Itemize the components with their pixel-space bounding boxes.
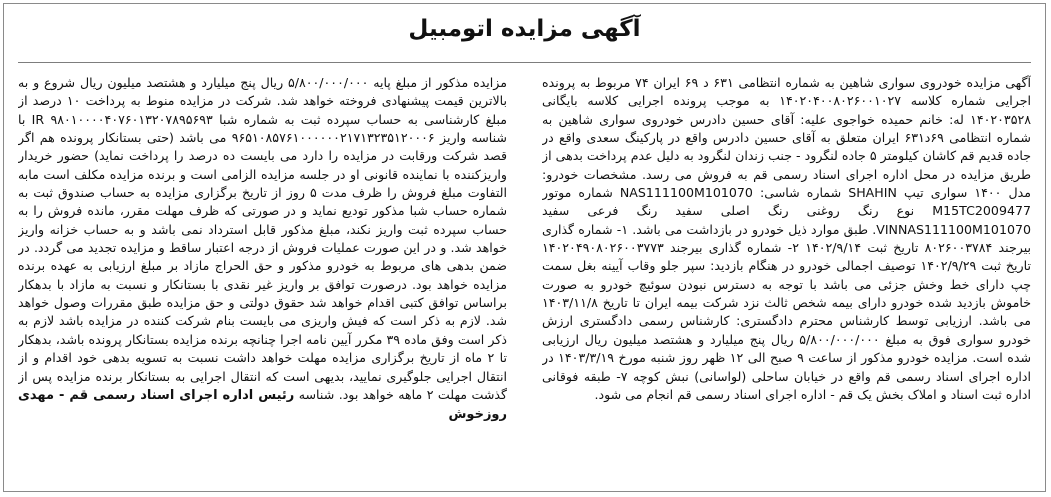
title-divider [18,62,1031,63]
right-column [542,74,1031,486]
notice-title: آگهی مزایده اتومبیل [408,16,641,42]
left-column [18,74,507,486]
notice-frame [3,3,1046,492]
signature: رئیس اداره اجرای اسناد رسمی قم - مهدی روزخوش [18,387,507,423]
left-column-text [18,74,507,425]
left-column-body: مزایده مذکور از مبلغ پایه ۵/۸۰۰/۰۰۰/۰۰۰ ریال پنج میلیارد و هشتصد میلیون ریال شروع و به بالاترین قیمت پیشنهادی فروخته خواهد شد. شرکت در مزایده منوط به پرداخت ۱۰ درصد از مبلغ کارشناسی به حساب سپرده ثبت به شماره شبا ۹۸۰۱۰۰۰۰۴۰۷۶۰۱۳۲۰۷۸۹۵۶۹۳ IR با شناسه واریز ۹۶۵۱۰۸۵۷۶۱۰۰۰۰۰۰۲۱۷۱۳۲۳۵۱۲۰۰۰۶ می باشد (حتی بستانکار پرونده هم اگر قصد شرکت ورقابت در مزایده را دارد می بایست ده درصد را پرداخت نماید) حضور خریدار واریزکننده با نماینده قانونی او در جلسه مزایده الزامی است و برنده مزایده مکلف است مابه التفاوت مبلغ فروش را ظرف مدت ۵ روز از تاریخ برگزاری مزایده به حساب صندوق ثبت به شماره حساب شبا مذکور تودیع نماید و در صورتی که ظرف مهلت مقرر، مانده فروش را به حساب سپرده ثبت واریز نکند، مبلغ مذکور قابل استرداد نمی باشد و به حساب خزانه واریز خواهد شد. و در این صورت عملیات فروش از درجه اعتبار ساقط و مزایده تجدید می گردد. در ضمن بدهی های مربوط به خودرو مذکور و حق الحراج مازاد بر مبلغ ارزیابی به عهده برنده مزایده خواهد بود. درصورت توافق بر واریز غیر نقدی با بستانکار و نسبت به مازاد با بدهکار براساس توافق کتبی اقدام خواهد شد حقوق دولتی و حق مزایده طبق مقررات وصول خواهد شد. لازم به ذکر است که فیش واریزی می بایست بنام شرکت کننده در مزایده باشد لازم به ذکر است وفق ماده ۳۹ مکرر آیین نامه اجرا چنانچه برنده مزایده بستانکار پرونده باشد، بدهکار تا ۲ ماه از تاریخ برگزاری مزایده مهلت خواهد داشت نسبت به تسویه بدهی خود اقدام و از انتقال اجرایی جلوگیری نمایید، بدیهی است که انتقال اجرایی به بستانکار برنده مزایده پس از گذشت مهلت ۲ ماهه خواهد بود. شناسه [18,75,507,402]
right-column-text: آگهی مزایده خودروی سواری شاهین به شماره انتظامی ۶۳۱ د ۶۹ ایران ۷۴ مربوط به پرونده اجرایی شماره کلاسه ۱۴۰۲۰۴۰۰۸۰۲۶۰۰۱۰۲۷ به موجب پرونده اجرایی کلاسه بایگانی ۱۴۰۲۰۳۵۲۸ له: خانم حمیده خواجوی علیه: آقای حسین دادرس خودروی سواری شاهین به شماره انتظامی ۶۹د۶۳۱ ایران متعلق به آقای حسین دادرس واقع در پارکینگ سعدی واقع در جاده قدیم قم کاشان کیلومتر ۵ جاده لنگرود - جنب زندان لنگرود به دلیل عدم پرداخت بدهی از طریق مزایده در محل اداره اجرای اسناد رسمی قم به فروش می رسد. مشخصات خودرو: مدل ۱۴۰۰ سواری تیپ SHAHIN شماره شاسی: NAS111100M101070 شماره موتور M15TC2009477 نوع رنگ روغنی رنگ اصلی سفید رنگ فرعی سفید VINNAS111100M101070. طبق موارد ذیل خودرو در بازداشت می باشد. ۱- شماره گذاری بیرجند ۸۰۲۶۰۰۳۷۸۴ تاریخ ثبت ۱۴۰۲/۹/۱۴ ۲- شماره گذاری بیرجند ۱۴۰۲۰۴۹۰۸۰۲۶۰۰۳۷۷۳ تاریخ ثبت ۱۴۰۲/۹/۲۹ توصیف اجمالی خودرو در هنگام بازدید: سپر جلو وقاب آیینه بغل سمت چپ دارای خط وخش جزئی می باشد با توجه به دسترس نبودن سوئیچ خودرو به صورت خاموش بازدید شده خودرو دارای بیمه شخص ثالث نزد شرکت بیمه ایران تا تاریخ ۱۴۰۳/۱۱/۸ می باشد. ارزیابی توسط کارشناس محترم دادگستری: کارشناس رسمی دادگستری ارزش خودرو سواری فوق به مبلغ ۵/۸۰۰/۰۰۰/۰۰۰ ریال پنج میلیارد و هشتصد میلیون ریال ارزیابی شده است. مزایده خودرو مذکور از ساعت ۹ صبح الی ۱۲ ظهر روز شنبه مورخ ۱۴۰۳/۳/۱۹ در اداره اجرای اسناد رسمی قم واقع در خیابان ساحلی (لواسانی) نبش کوچه ۷- طبقه فوقانی اداره ثبت اسناد و املاک بخش یک قم - اداره اجرای اسناد رسمی قم انجام می شود. [542,75,1031,402]
